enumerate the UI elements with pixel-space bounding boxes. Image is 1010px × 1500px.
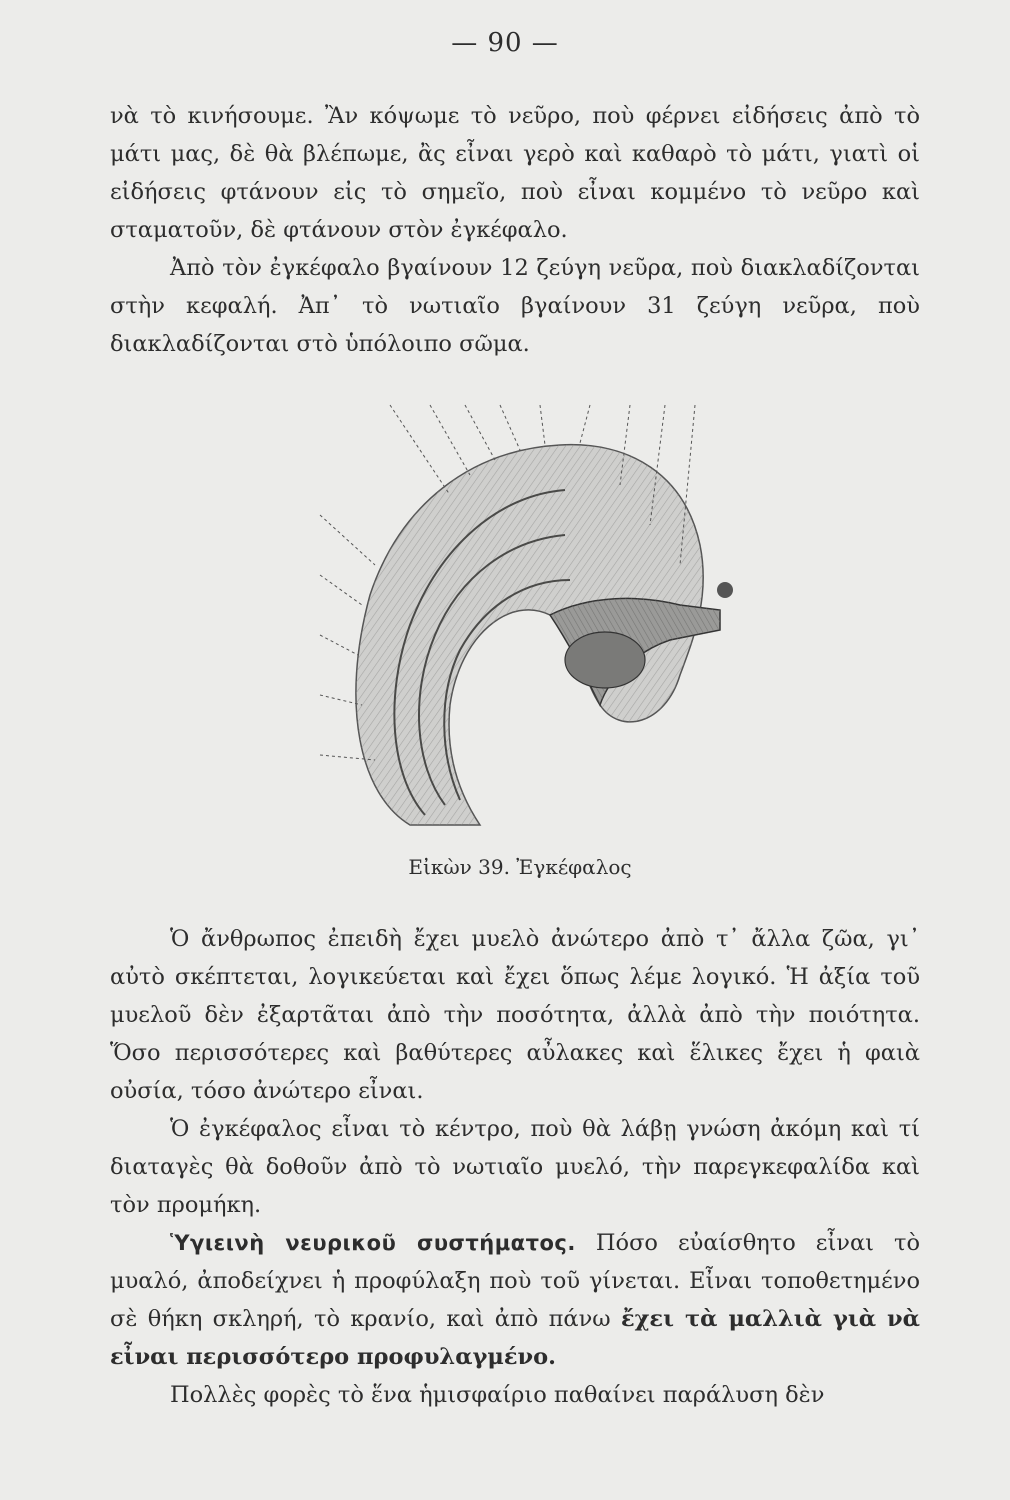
section-heading-hygiene: Ὑγιεινὴ νευρικοῦ συστήματος. xyxy=(170,1231,576,1255)
paragraph-hygiene xyxy=(110,1224,920,1376)
figure-caption: Εἰκὼν 39. Ἐγκέφαλος xyxy=(408,855,632,879)
paragraph-nerve-cut: νὰ τὸ κινήσουμε. Ἂν κόψωμε τὸ νεῦρο, ποὺ φέρνει εἰδήσεις ἀπὸ τὸ μάτι μας, δὲ θὰ βλέπωμε, ἂς εἶναι γερὸ καὶ καθαρὸ τὸ μάτι, γιατὶ οἱ εἰδήσεις φτάνουν εἰς τὸ σημεῖο, ποὺ εἶναι κομμένο τὸ νεῦρο καὶ σταματοῦν, δὲ φτάνουν στὸν ἐγκέφαλο. xyxy=(110,103,920,243)
hygiene-text-bold: ἔχει τὰ μαλλιὰ γιὰ νὰ εἶναι περισσότερο προφυλαγμένο. xyxy=(110,1306,920,1370)
paragraph-brain-center: Ὁ ἐγκέφαλος εἶναι τὸ κέντρο, ποὺ θὰ λάβῃ γνώση ἀκόμη καὶ τί διαταγὲς θὰ δοθοῦν ἀπὸ τὸ νωτιαῖο μυελό, τὴν παρεγκεφαλίδα καὶ τὸν προμήκη. xyxy=(110,1116,920,1218)
paragraph-paralysis: Πολλὲς φορὲς τὸ ἕνα ἡμισφαίριο παθαίνει παράλυση δὲν xyxy=(170,1382,825,1408)
hygiene-text: Πόσο εὐαίσθητο εἶναι τὸ μυαλό, ἀποδείχνει ἡ προφύλαξη ποὺ τοῦ γίνεται. Εἶναι τοποθετημένο σὲ θήκη σκληρή, τὸ κρανίο, καὶ ἀπὸ πάνω xyxy=(110,1230,920,1332)
paragraph-nerve-pairs: Ἀπὸ τὸν ἐγκέφαλο βγαίνουν 12 ζεύγη νεῦρα, ποὺ διακλαδίζονται στὴν κεφαλή. Ἀπ᾽ τὸ νωτιαῖο βγαίνουν 31 ζεύγη νεῦρα, ποὺ διακλαδίζονται στὸ ὑπόλοιπο σῶμα. xyxy=(110,255,920,357)
page-number: — 90 — xyxy=(451,28,559,58)
paragraph-human-brain: Ὁ ἄνθρωπος ἐπειδὴ ἔχει μυελὸ ἀνώτερο ἀπὸ τ᾽ ἄλλα ζῶα, γι᾽ αὐτὸ σκέπτεται, λογικεύεται καὶ ἔχει ὅπως λέμε λογικό. Ἡ ἀξία τοῦ μυελοῦ δὲν ἐξαρτᾶται ἀπὸ τὴν ποσότητα, ἀλλὰ ἀπὸ τὴν ποιότητα. Ὅσο περισσότερες καὶ βαθύτερες αὖλακες καὶ ἕλικες ἔχει ἡ φαιὰ οὐσία, τόσο ἀνώτερο εἶναι. xyxy=(110,926,920,1104)
brain-illustration-icon xyxy=(300,375,760,835)
top-text-block xyxy=(110,97,920,363)
brain-figure xyxy=(300,375,760,835)
bottom-text-block xyxy=(110,920,920,1414)
